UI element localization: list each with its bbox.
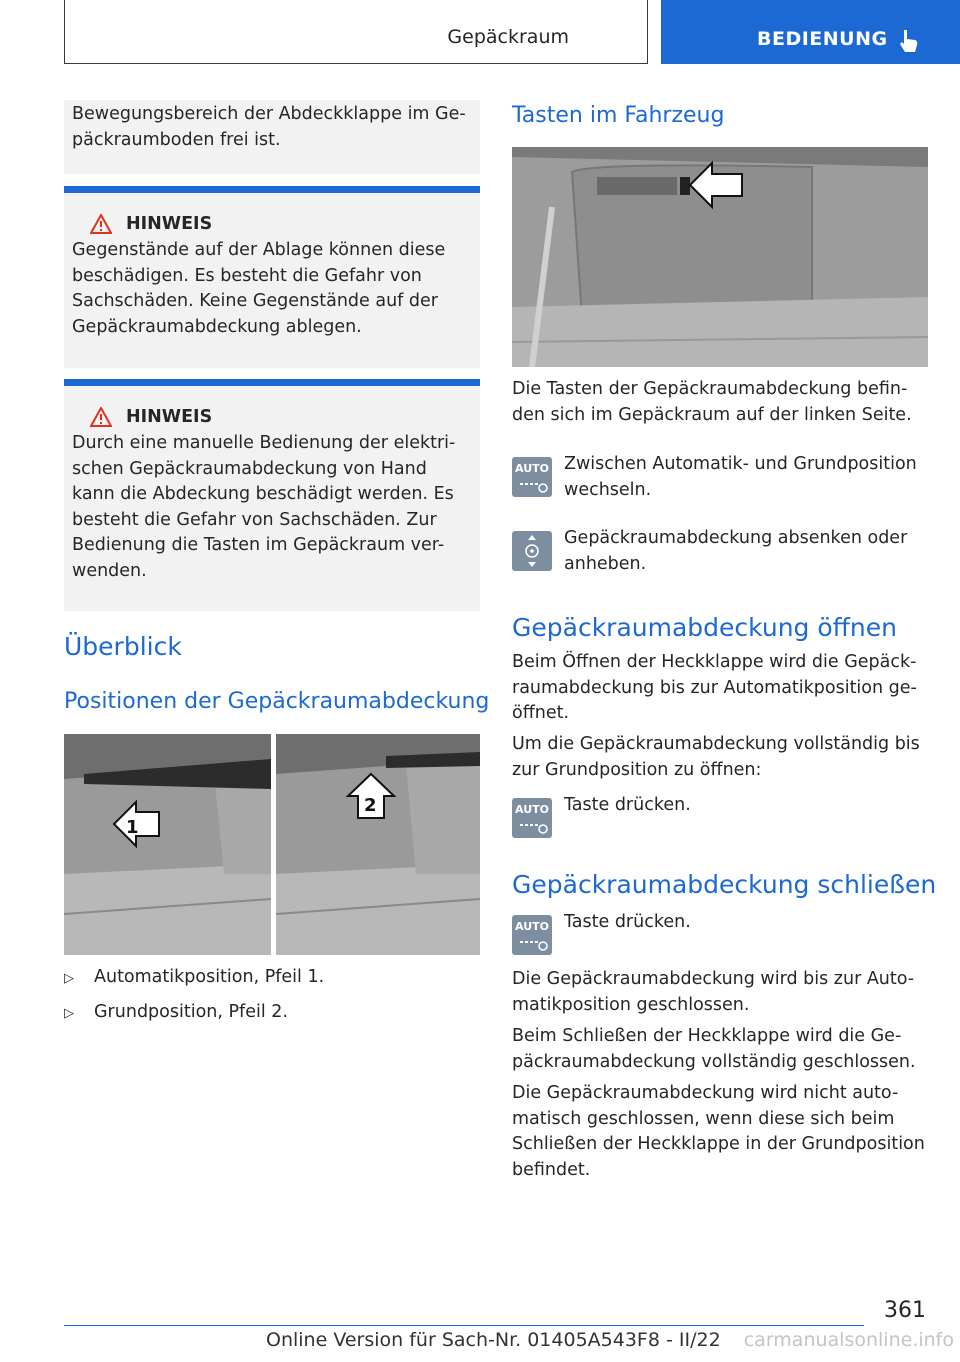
notice-text: Gegenstände auf der Ablage können diese beschädigen. Es besteht die Gefahr von Sachschäden. Keine Gegenstände auf der Gepäckraumabdeckung ablegen. [72,240,446,337]
notice-text: Durch eine manuelle Bedienung der elektri-schen Gepäckraumabdeckung von Hand kann die Abdeckung beschädigt werden. Es besteht die Gefahr von Sachschäden. Zur Bedienung die Tasten im Gepäckraum ver-wenden. [72,433,456,581]
auto-key-icon [512,798,552,838]
triangle-bullet-icon: ▷ [64,971,74,986]
intro-text: Bewegungsbereich der Abdeckklappe im Ge-päckraumboden frei ist. [72,104,466,150]
updown-key-icon [512,531,552,571]
trunk-side-photo [512,147,928,367]
svg-text:AUTO: AUTO [515,803,549,816]
header-section-title: Gepäckraum [447,26,569,48]
close-key-text: Taste drücken. [564,912,691,932]
notice-bar [64,379,480,386]
auto-key-icon [512,457,552,497]
heading-buttons: Tasten im Fahrzeug [512,103,725,128]
arrow-2-label: 2 [364,795,377,816]
notice-box-1 [64,186,480,368]
footer-online-version: Online Version für Sach-Nr. 01405A543F8 - II/22 [266,1329,721,1351]
trunk-photo-base [276,734,480,955]
buttons-text: Die Tasten der Gepäckraumabdeckung befin-den sich im Gepäckraum auf der linken Seite. [512,379,912,425]
open-paragraph-1: Beim Öffnen der Heckklappe wird die Gepäck-raumabdeckung bis zur Automatikposition ge-öffnet. [512,652,917,723]
page-number: 361 [884,1298,926,1323]
svg-text:AUTO: AUTO [515,920,549,933]
close-paragraph-2: Beim Schließen der Heckklappe wird die Ge-päckraumabdeckung vollständig geschlossen. [512,1026,916,1072]
trunk-photo-automatic [64,734,271,955]
heading-open: Gepäckraumabdeckung öffnen [512,613,897,642]
list-item: ▷ Grundposition, Pfeil 2. [64,1000,480,1026]
close-paragraph-1: Die Gepäckraumabdeckung wird bis zur Auto-matikposition geschlossen. [512,969,915,1015]
arrow-1-label: 1 [126,817,139,838]
position-list [64,965,480,1034]
list-item: ▷ Automatikposition, Pfeil 1. [64,965,480,991]
warning-triangle-icon [90,214,112,234]
key-auto-text: Zwischen Automatik- und Grundposition wechseln. [564,454,917,500]
header-chapter-box [661,0,960,64]
header-chapter-title: BEDIENUNG [757,28,888,50]
open-key-text: Taste drücken. [564,795,691,815]
header-section-box [64,0,648,64]
warning-triangle-icon [90,407,112,427]
footer-divider [64,1325,864,1326]
close-paragraph-3: Die Gepäckraumabdeckung wird nicht auto-matisch geschlossen, wenn diese sich beim Schließen der Heckklappe in der Grundposition befindet. [512,1083,925,1180]
notice-title: HINWEIS [126,214,213,234]
notice-bar [64,186,480,193]
key-updown-text: Gepäckraumabdeckung absenken oder anheben. [564,528,908,574]
heading-overview: Überblick [64,632,182,661]
auto-key-icon [512,915,552,955]
svg-text:AUTO: AUTO [515,462,549,475]
open-paragraph-2: Um die Gepäckraumabdeckung vollständig bis zur Grundposition zu öffnen: [512,734,920,780]
triangle-bullet-icon: ▷ [64,1005,74,1021]
intro-box [64,100,480,174]
heading-close: Gepäckraumabdeckung schließen [512,870,937,899]
heading-positions: Positionen der Gepäckraumabdeckung [64,689,490,714]
watermark: carmanualsonline.info [743,1329,954,1351]
notice-box-2 [64,379,480,611]
hand-pointer-icon [897,28,919,54]
notice-title: HINWEIS [126,407,213,427]
